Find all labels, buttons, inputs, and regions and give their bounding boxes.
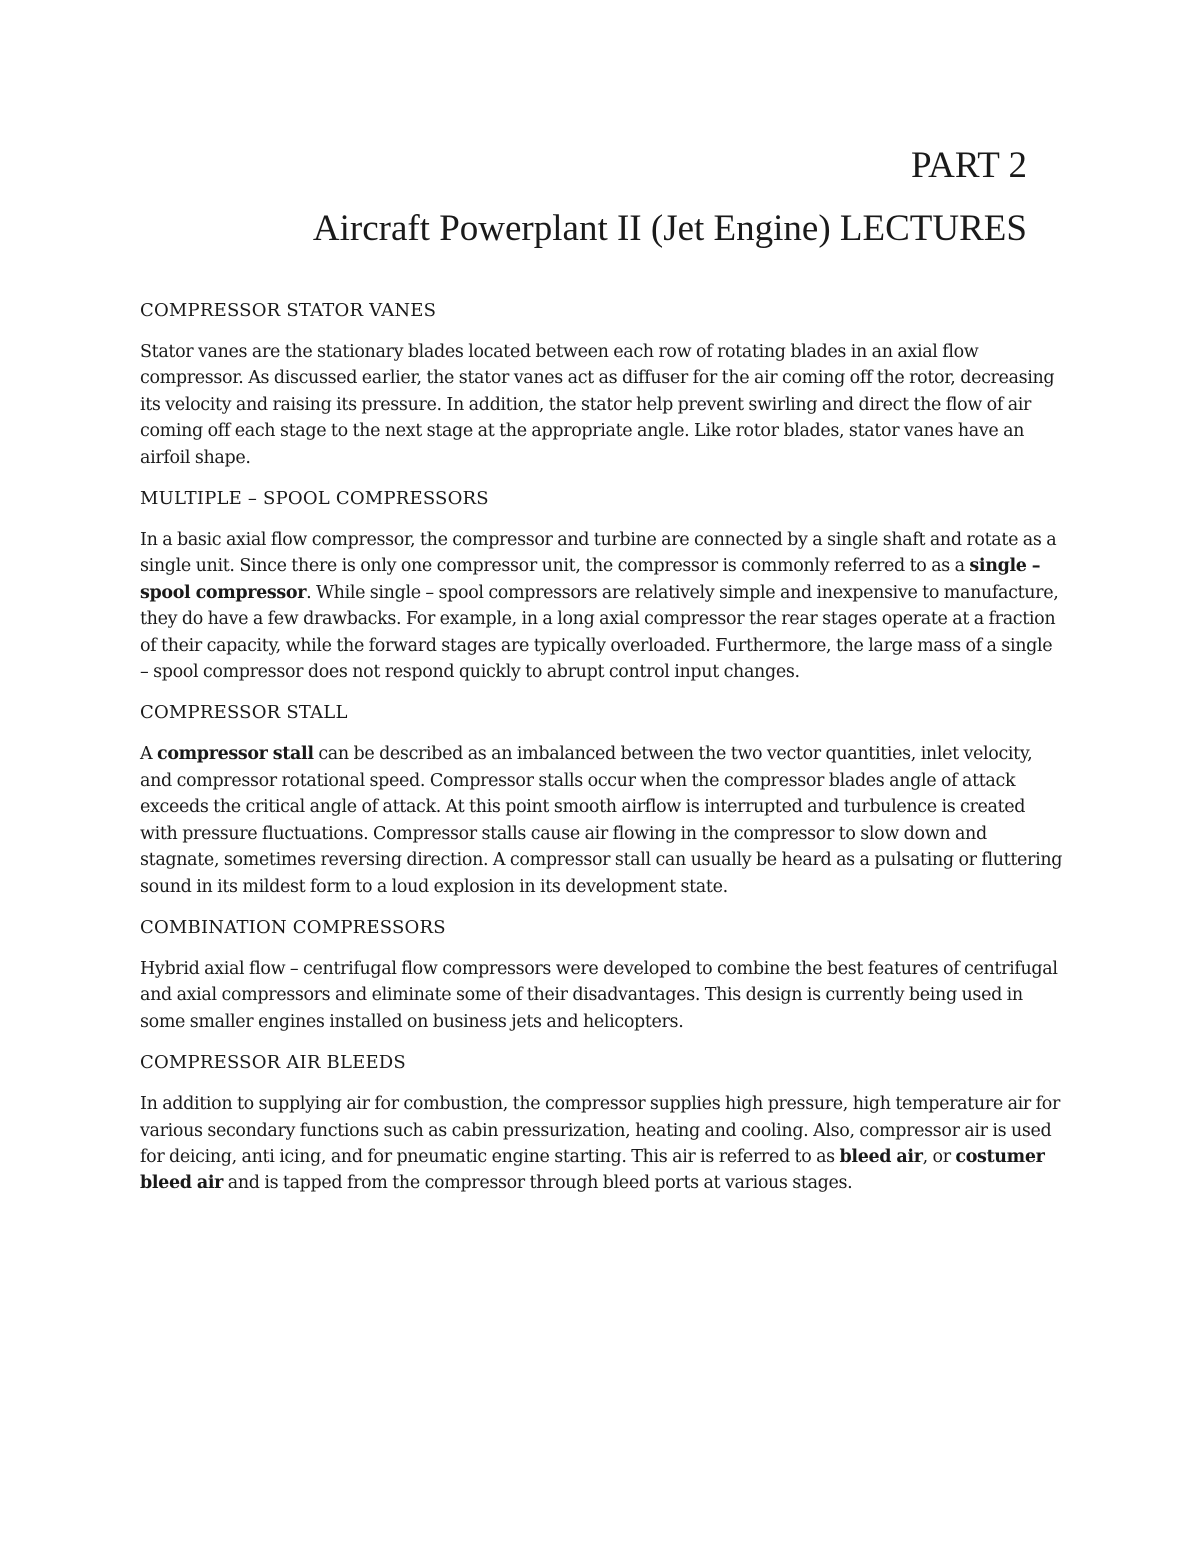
- paragraph-text: A: [140, 744, 158, 765]
- bold-term: compressor stall: [157, 744, 314, 765]
- section-stator-vanes: [140, 298, 1065, 471]
- section-heading: MULTIPLE – SPOOL COMPRESSORS: [140, 488, 489, 510]
- paragraph-text: In a basic axial flow compressor, the compressor and turbine are connected by a single shaft and rotate as a single unit. Since there is only one compressor unit, the compressor is commonly referred to as a: [140, 530, 1057, 577]
- section-combination-compressors: [140, 915, 1065, 1035]
- section-paragraph: [140, 1091, 1065, 1197]
- bold-term: costumer bleed air: [140, 1146, 1045, 1194]
- section-heading: COMPRESSOR STATOR VANES: [140, 300, 437, 321]
- section-paragraph: [140, 741, 1065, 899]
- section-air-bleeds: [140, 1050, 1065, 1197]
- section-heading: COMBINATION COMPRESSORS: [140, 916, 446, 938]
- section-paragraph: [140, 339, 1065, 471]
- section-paragraph: [140, 527, 1065, 685]
- section-compressor-stall: [140, 700, 1065, 899]
- bold-term: bleed air: [839, 1146, 923, 1167]
- document-body: [140, 298, 1065, 1212]
- section-paragraph: [140, 956, 1065, 1035]
- paragraph-text: Hybrid axial flow – centrifugal flow compressors were developed to combine the best features of centrifugal and axial compressors and eliminate some of their disadvantages. This design is currently being used in some smaller engines installed on business jets and helicopters.: [140, 958, 1058, 1032]
- paragraph-text: Stator vanes are the stationary blades located between each row of rotating blades in an axial flow compressor. As discussed earlier, the stator vanes act as diffuser for the air coming off the rotor, decreasing its velocity and raising its pressure. In addition, the stator help prevent swirling and direct the flow of air coming off each stage to the next stage at the appropriate angle. Like rotor blades, stator vanes have an airfoil shape.: [140, 342, 1055, 468]
- section-heading: COMPRESSOR STALL: [140, 702, 348, 724]
- document-title: Aircraft Powerplant II (Jet Engine) LECTURES: [312, 208, 1027, 249]
- paragraph-text: can be described as an imbalanced between the two vector quantities, inlet velocity, and compressor rotational speed. Compressor stalls occur when the compressor blades angle of attack exceeds the critical angle of attack. At this point smooth airflow is interrupted and turbulence is created with pressure fluctuations. Compressor stalls cause air flowing in the compressor to slow down and stagnate, sometimes reversing direction. A compressor stall can usually be heard as a pulsating or fluttering sound in its mildest form to a loud explosion in its development state.: [140, 744, 1063, 897]
- paragraph-text: , or: [922, 1146, 956, 1167]
- section-heading: COMPRESSOR AIR BLEEDS: [140, 1052, 406, 1074]
- paragraph-text: and is tapped from the compressor through bleed ports at various stages.: [223, 1173, 853, 1194]
- part-label: PART 2: [910, 145, 1027, 186]
- bold-term: single – spool compressor: [140, 556, 1041, 603]
- paragraph-text: . While single – spool compressors are relatively simple and inexpensive to manufacture, they do have a few drawbacks. For example, in a long axial compressor the rear stages operate at a fraction of their capacity, while the forward stages are typically overloaded. Furthermore, the large mass of a single – spool compressor does not respond quickly to abrupt control input changes.: [140, 582, 1059, 683]
- section-multiple-spool: [140, 486, 1065, 685]
- paragraph-text: In addition to supplying air for combustion, the compressor supplies high pressure, high temperature air for various secondary functions such as cabin pressurization, heating and cooling. Also, compressor air is used for deicing, anti icing, and for pneumatic engine starting. This air is referred to as: [140, 1094, 1060, 1167]
